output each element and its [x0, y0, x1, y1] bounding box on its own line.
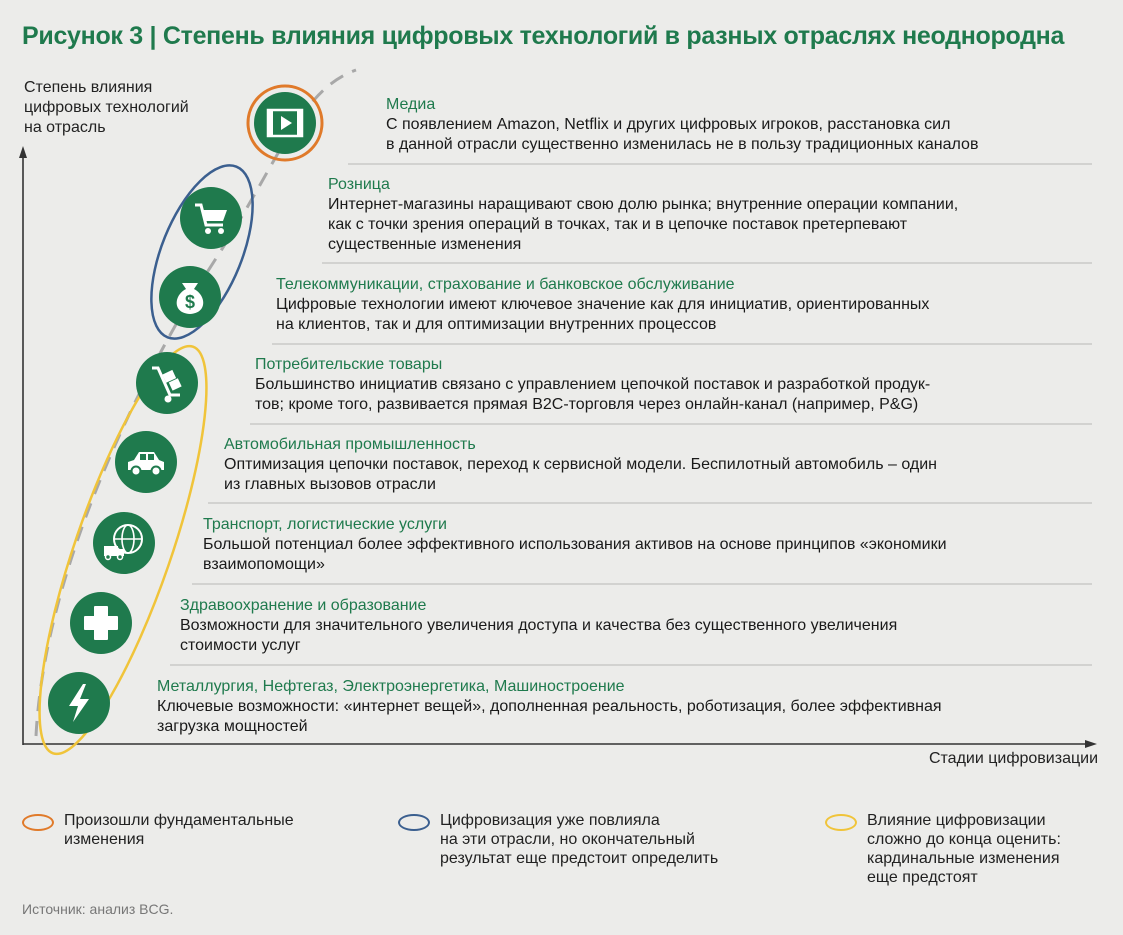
industry-heading: Автомобильная промышленность — [224, 436, 476, 453]
industry-row-transport — [203, 515, 947, 575]
legend-item-partial — [398, 811, 718, 868]
hand-truck-icon — [136, 352, 198, 414]
industry-row-healthcare — [180, 596, 897, 656]
industry-desc-line: как с точки зрения операций в точках, так и в цепочке поставок претерпевают — [328, 216, 908, 233]
legend-label — [867, 811, 1061, 887]
industry-desc-line: Оптимизация цепочки поставок, переход к сервисной модели. Беспилотный автомобиль – один — [224, 456, 937, 473]
industry-heading: Потребительские товары — [255, 356, 443, 373]
industry-desc-line: Интернет-магазины наращивают свою долю рынка; внутренние операции компании, — [328, 196, 959, 213]
industry-heading: Телекоммуникации, страхование и банковское обслуживание — [276, 276, 735, 293]
legend-label-line: результат еще предстоит определить — [440, 850, 719, 867]
legend-label — [440, 811, 718, 868]
legend-item-fundamental — [22, 811, 294, 849]
industry-heading: Здравоохранение и образование — [180, 597, 427, 614]
money-bag-icon — [159, 266, 221, 328]
legend-label — [64, 811, 294, 849]
car-icon — [115, 431, 177, 493]
industry-row-automotive — [224, 435, 937, 495]
legend-label-line: изменения — [64, 831, 145, 848]
industry-desc-line: С появлением Amazon, Netflix и других цифровых игроков, расстановка сил — [386, 116, 951, 133]
industry-desc-line: Большой потенциал более эффективного использования активов на основе принципов «экономики — [203, 536, 947, 553]
svg-text:$: $ — [184, 292, 196, 312]
legend-label-line: Произошли фундаментальные — [64, 812, 294, 829]
industry-desc-line: загрузка мощностей — [157, 718, 308, 735]
industry-desc-line: из главных вызовов отрасли — [224, 476, 436, 493]
y-axis-label-line: Степень влияния — [24, 79, 153, 96]
industry-heading: Транспорт, логистические услуги — [203, 516, 447, 533]
legend-label-line: на эти отрасли, но окончательный — [440, 831, 695, 848]
industry-desc-line: Цифровые технологии имеют ключевое значение как для инициатив, ориентированных — [276, 296, 930, 313]
source-note: Источник: анализ BCG. — [22, 901, 174, 917]
industry-row-consumer-goods — [255, 355, 930, 415]
legend-label-line: кардинальные изменения — [867, 850, 1060, 867]
legend-blue-ring-icon — [398, 814, 430, 831]
industry-desc-line: Возможности для значительного увеличения доступа и качества без существенного увеличения — [180, 617, 898, 634]
lightning-icon — [48, 672, 110, 734]
industry-desc-line: стоимости услуг — [180, 637, 301, 654]
x-axis-label: Стадии цифровизации — [928, 750, 1098, 767]
shopping-cart-icon — [180, 187, 242, 249]
legend-label-line: Цифровизация уже повлияла — [440, 812, 660, 829]
industry-desc-line: взаимопомощи» — [203, 556, 325, 573]
globe-truck-icon — [93, 512, 155, 574]
medical-cross-icon — [70, 592, 132, 654]
legend-item-uncertain — [825, 811, 1061, 887]
industry-heading: Розница — [328, 176, 390, 193]
industry-desc-line: тов; кроме того, развивается прямая B2C-торговля через онлайн-канал (например, P&G) — [255, 396, 919, 413]
film-play-icon — [254, 92, 316, 154]
y-axis-label-line: цифровых технологий — [24, 99, 189, 116]
x-axis-arrow — [1085, 740, 1097, 748]
industry-row-retail — [328, 175, 958, 255]
legend-label-line: сложно до конца оценить: — [867, 831, 1061, 848]
industry-desc-line: существенные изменения — [328, 236, 522, 253]
industry-desc-line: Ключевые возможности: «интернет вещей», дополненная реальность, роботизация, более эффективная — [157, 698, 942, 715]
legend-yellow-ring-icon — [825, 814, 857, 831]
y-axis-arrow — [19, 146, 27, 158]
industry-desc-line: на клиентов, так и для оптимизации внутренних процессов — [276, 316, 717, 333]
industry-desc-line: Большинство инициатив связано с управлением цепочкой поставок и разработкой продук- — [255, 376, 931, 393]
legend-orange-ring-icon — [22, 814, 54, 831]
legend-label-line: еще предстоят — [867, 869, 978, 886]
industry-heading: Металлургия, Нефтегаз, Электроэнергетика, Машиностроение — [157, 678, 625, 695]
industry-heading: Медиа — [386, 96, 436, 113]
industry-row-telecom — [276, 275, 929, 335]
industry-desc-line: в данной отрасли существенно изменилась не в пользу традиционных каналов — [386, 136, 979, 153]
industry-row-heavy-industry — [157, 677, 942, 737]
industry-row-media — [386, 95, 978, 155]
legend-label-line: Влияние цифровизации — [867, 812, 1046, 829]
y-axis-label-line: на отрасль — [24, 119, 106, 136]
page-title: Рисунок 3 | Степень влияния цифровых технологий в разных отраслях неоднородна — [22, 22, 1065, 50]
